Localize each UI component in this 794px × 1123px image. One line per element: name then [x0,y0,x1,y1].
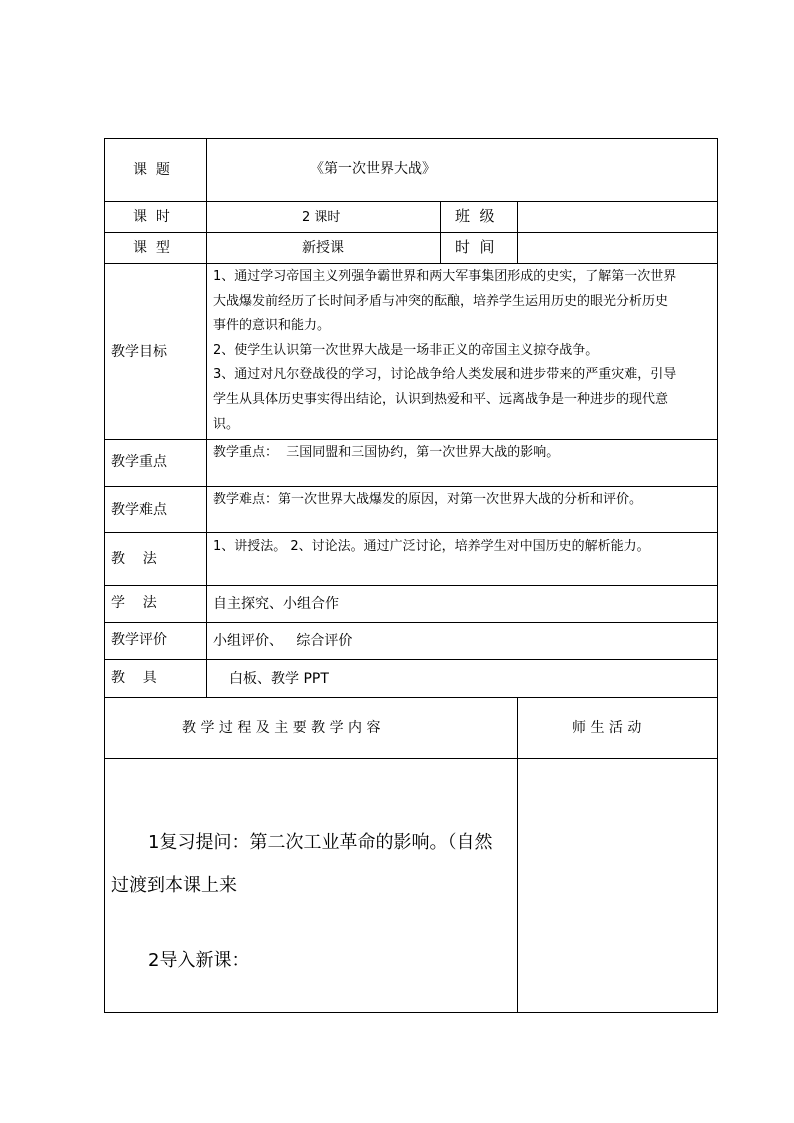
table-line [517,201,518,264]
process-item-1-line-1: 1复习提问：第二次工业革命的影响。（自然 [148,832,493,853]
tools-label: 教 具 [111,670,157,686]
objective-line: 3、通过对凡尔登战役的学习，讨论战争给人类发展和进步带来的严重灾难，引导 [213,367,677,383]
table-line [104,697,718,698]
objective-line: 2、使学生认识第一次世界大战是一场非正义的帝国主义掠夺战争。 [213,342,599,358]
table-line [104,138,718,139]
teaching-method-label: 教 法 [111,551,157,567]
objectives-text [213,265,715,437]
time-label: 时 间 [455,238,495,256]
evaluation-value: 小组评价、 综合评价 [213,633,353,649]
table-line [104,532,718,533]
objective-line: 事件的意识和能力。 [213,318,331,334]
table-line [440,201,441,264]
process-header-right: 师 生 活 动 [572,720,642,736]
process-header-left: 教 学 过 程 及 主 要 教 学 内 容 [182,720,381,736]
table-line [104,232,718,233]
hours-label: 课 时 [133,209,170,225]
table-line [206,138,207,698]
table-line [104,263,718,264]
table-line [717,138,718,1013]
class-label: 班 级 [455,207,495,225]
key-points-label: 教学重点 [111,454,167,470]
evaluation-label: 教学评价 [111,632,167,648]
table-line [104,585,718,586]
table-line [517,697,518,1013]
table-line [104,758,718,759]
objective-line: 1、通过学习帝国主义列强争霸世界和两大军事集团形成的史实，了解第一次世界 [213,269,677,284]
objective-line: 大战爆发前经历了长时间矛盾与冲突的酝酿，培养学生运用历史的眼光分析历史 [213,293,669,309]
type-value: 新授课 [302,240,344,256]
topic-value: 《第一次世界大战》 [310,161,436,177]
table-line [104,1012,718,1013]
objective-line: 学生从具体历史事实得出结论，认识到热爱和平、远离战争是一种进步的现代意 [213,391,669,407]
objectives-label: 教学目标 [111,344,167,360]
difficulties-value: 教学难点：第一次世界大战爆发的原因，对第一次世界大战的分析和评价。 [213,492,643,507]
topic-label: 课 题 [133,162,170,178]
key-points-value: 教学重点： 三国同盟和三国协约，第一次世界大战的影响。 [213,445,560,460]
hours-value: 2 课时 [302,210,341,225]
table-line [104,201,718,202]
process-item-2: 2导入新课： [148,950,250,971]
table-line [104,439,718,440]
tools-value: 白板、教学 PPT [229,671,329,687]
learning-method-value: 自主探究、小组合作 [213,596,339,612]
table-line [104,659,718,660]
difficulties-label: 教学难点 [111,502,167,518]
type-label: 课 型 [133,240,170,256]
learning-method-label: 学 法 [111,595,157,611]
process-item-1-line-2: 过渡到本课上来 [111,875,237,896]
table-line [104,486,718,487]
table-line [104,138,105,1013]
teaching-method-value: 1、讲授法。 2、讨论法。通过广泛讨论，培养学生对中国历史的解析能力。 [213,539,650,554]
objective-line: 识。 [213,416,240,432]
table-line [104,622,718,623]
